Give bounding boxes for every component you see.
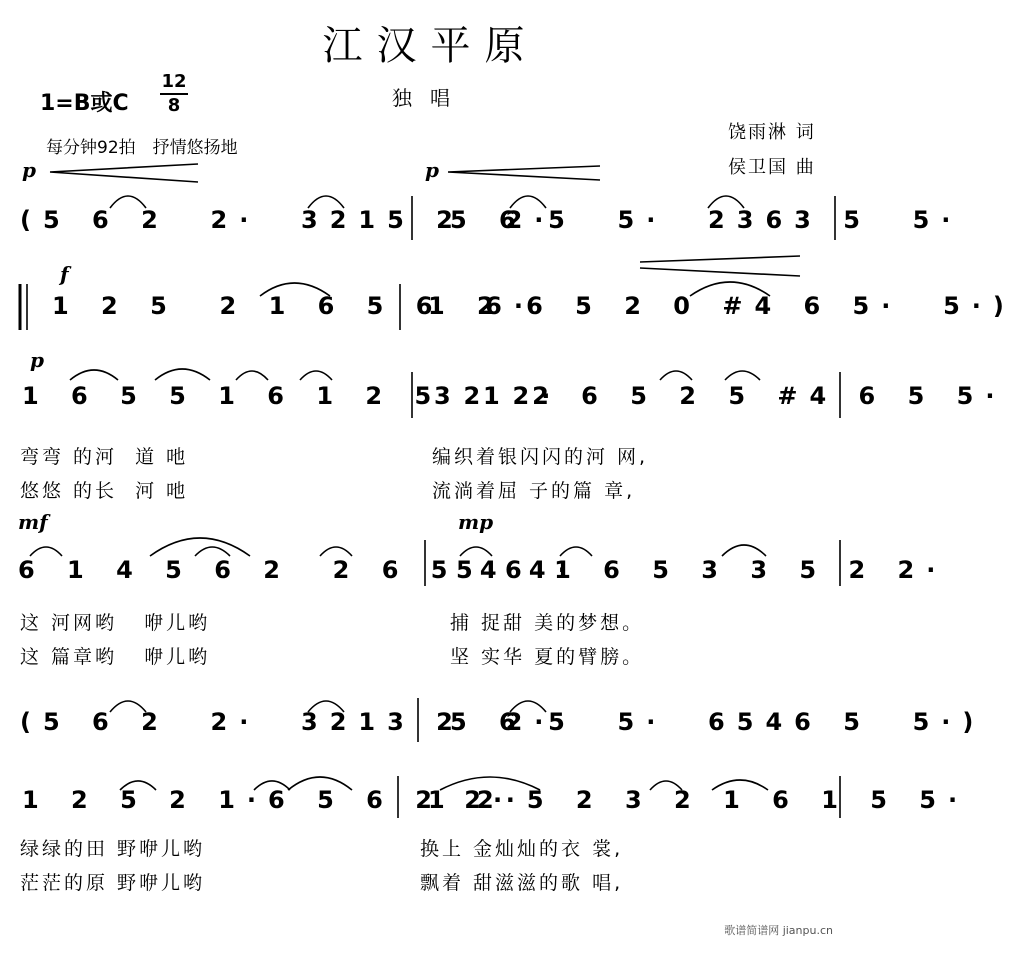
dynamic-p: p xyxy=(425,158,439,182)
lyric-line: 飘着 甜滋滋的歌 唱, xyxy=(420,872,624,894)
notation-row: 5 6 1 6 5 3 3 5 2 2· xyxy=(456,556,948,584)
lyric-line: 茫茫的原 野咿儿哟 xyxy=(20,872,206,894)
lyric-line: 弯弯 的河 道 吔 xyxy=(20,446,189,468)
time-numerator: 12 xyxy=(161,71,187,92)
notation-row: 1 2 5 2 1·6 5 6 2 2· xyxy=(22,786,515,814)
crescendo-hairpin xyxy=(448,166,600,180)
lyric-line: 捕 捉甜 美的梦想。 xyxy=(450,612,645,634)
watermark: 歌谱简谱网 jianpu.cn xyxy=(724,924,833,937)
notation-row: 1 2 5 2 1 6 5 6 6· xyxy=(52,292,535,320)
lyric-line: 悠悠 的长 河 吔 xyxy=(20,480,189,502)
dynamic-f: f xyxy=(60,262,69,286)
decrescendo-hairpin xyxy=(640,256,800,276)
notation-row: 3 1 2 6 5 2 5 #4 6 5 5· xyxy=(434,382,1007,410)
lyric-line: 流淌着屈 子的篇 章, xyxy=(432,480,636,502)
dynamic-mp: mp xyxy=(458,510,494,534)
notation-row: 1 6 5 5 1 6 1 2 5 2 2· xyxy=(22,382,563,410)
lyric-line: 这 篇章哟 咿儿哟 xyxy=(20,646,211,668)
performance-type: 独唱 xyxy=(392,86,468,110)
notation-row: 5 6 5 5· 6546 5 5·) xyxy=(450,708,986,736)
notation-row: 5 6 5 5· 2363 5 5· xyxy=(450,206,963,234)
dynamic-mf: mf xyxy=(18,510,48,534)
lyric-line: 换上 金灿灿的衣 裳, xyxy=(420,838,624,860)
tempo-marking: 每分钟92拍 抒情悠扬地 xyxy=(46,138,238,158)
key-signature: 1=B或C xyxy=(40,91,129,116)
notation-row: 1 2 6 5 2 0 #4 6 5· 5·) xyxy=(428,292,1016,320)
song-title: 江汉平原 xyxy=(322,23,539,69)
lyricist: 饶雨淋 词 xyxy=(728,122,816,143)
notation-row: (5 6 2 2· 3215 2 2· xyxy=(20,206,556,234)
notation-row: (5 6 2 2· 3213 2 2· xyxy=(20,708,556,736)
lyric-line: 编织着银闪闪的河 网, xyxy=(432,446,649,468)
dynamic-p: p xyxy=(30,348,44,372)
lyric-line: 这 河网哟 咿儿哟 xyxy=(20,612,211,634)
composer: 侯卫国 曲 xyxy=(728,157,816,178)
crescendo-hairpin xyxy=(50,164,198,182)
notation-row: 6 1 4 5 6 2 2 6 5 4 4· xyxy=(18,556,579,584)
lyric-line: 坚 实华 夏的臂膀。 xyxy=(450,646,645,668)
time-denominator: 8 xyxy=(167,95,181,116)
notation-row: 1 2·5 2 3 2 1 6 1 5 5· xyxy=(428,786,970,814)
lyric-line: 绿绿的田 野咿儿哟 xyxy=(20,838,206,860)
dynamic-p: p xyxy=(22,158,36,182)
